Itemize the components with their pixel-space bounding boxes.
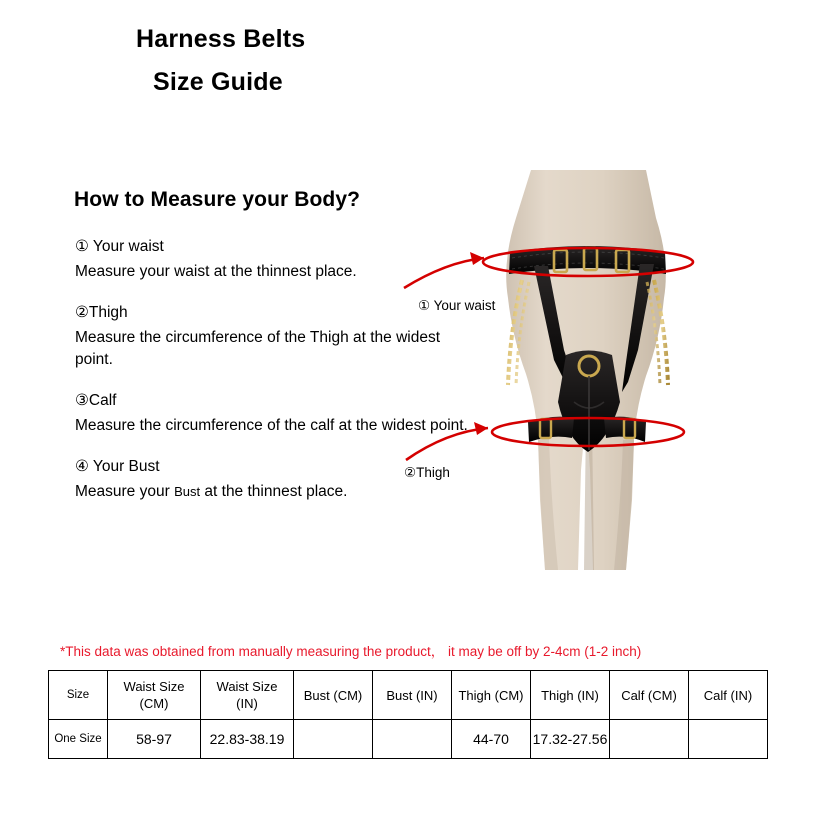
title-line-2: Size Guide bbox=[153, 68, 283, 96]
table-header-line: Waist Size bbox=[216, 679, 278, 694]
step-description: Measure your waist at the thinnest place. bbox=[75, 263, 357, 280]
step-title: ④ Your Bust bbox=[75, 458, 160, 475]
cell-bust-in bbox=[373, 720, 452, 759]
title-line-1: Harness Belts bbox=[136, 25, 306, 53]
table-header-line: (CM) bbox=[139, 696, 169, 711]
step-title: ②Thigh bbox=[75, 304, 128, 321]
table-header-line: Waist Size bbox=[123, 679, 185, 694]
table-header-waist-cm bbox=[108, 671, 201, 720]
step-title: ③Calf bbox=[75, 392, 117, 409]
cell-waist-in: 22.83-38.19 bbox=[201, 720, 294, 759]
cell-size: One Size bbox=[49, 720, 108, 759]
howto-heading: How to Measure your Body? bbox=[74, 188, 361, 211]
table-header-calf-cm: Calf (CM) bbox=[610, 671, 689, 720]
step-title: ① Your waist bbox=[75, 238, 164, 255]
figure-label-waist: ① Your waist bbox=[418, 298, 496, 313]
table-header-row bbox=[49, 671, 768, 720]
step-description-keyword: Bust bbox=[174, 484, 201, 499]
step-description-prefix: Measure your bbox=[75, 483, 175, 500]
step-description: Measure the circumference of the calf at the widest point. bbox=[75, 417, 468, 434]
table-header-line: (IN) bbox=[236, 696, 258, 711]
size-table bbox=[48, 670, 768, 759]
table-header-bust-cm: Bust (CM) bbox=[294, 671, 373, 720]
cell-bust-cm bbox=[294, 720, 373, 759]
table-row bbox=[49, 720, 768, 759]
table-header-waist-in bbox=[201, 671, 294, 720]
harness-mannequin-illustration bbox=[388, 170, 788, 570]
cell-calf-cm bbox=[610, 720, 689, 759]
cell-waist-cm: 58-97 bbox=[108, 720, 201, 759]
figure-label-thigh: ②Thigh bbox=[404, 465, 450, 480]
table-header-bust-in: Bust (IN) bbox=[373, 671, 452, 720]
page-title bbox=[136, 22, 556, 99]
cell-thigh-in: 17.32-27.56 bbox=[531, 720, 610, 759]
step-description: Measure the circumference of the Thigh at the widest point. bbox=[75, 329, 441, 368]
table-header-calf-in: Calf (IN) bbox=[689, 671, 768, 720]
table-header-size: Size bbox=[49, 671, 108, 720]
cell-calf-in bbox=[689, 720, 768, 759]
table-header-thigh-cm: Thigh (CM) bbox=[452, 671, 531, 720]
table-header-thigh-in: Thigh (IN) bbox=[531, 671, 610, 720]
cell-thigh-cm: 44-70 bbox=[452, 720, 531, 759]
measurement-disclaimer: *This data was obtained from manually measuring the product， it may be off by 2-4cm (1-2 inch) bbox=[60, 644, 642, 659]
step-description-suffix: at the thinnest place. bbox=[200, 483, 348, 500]
